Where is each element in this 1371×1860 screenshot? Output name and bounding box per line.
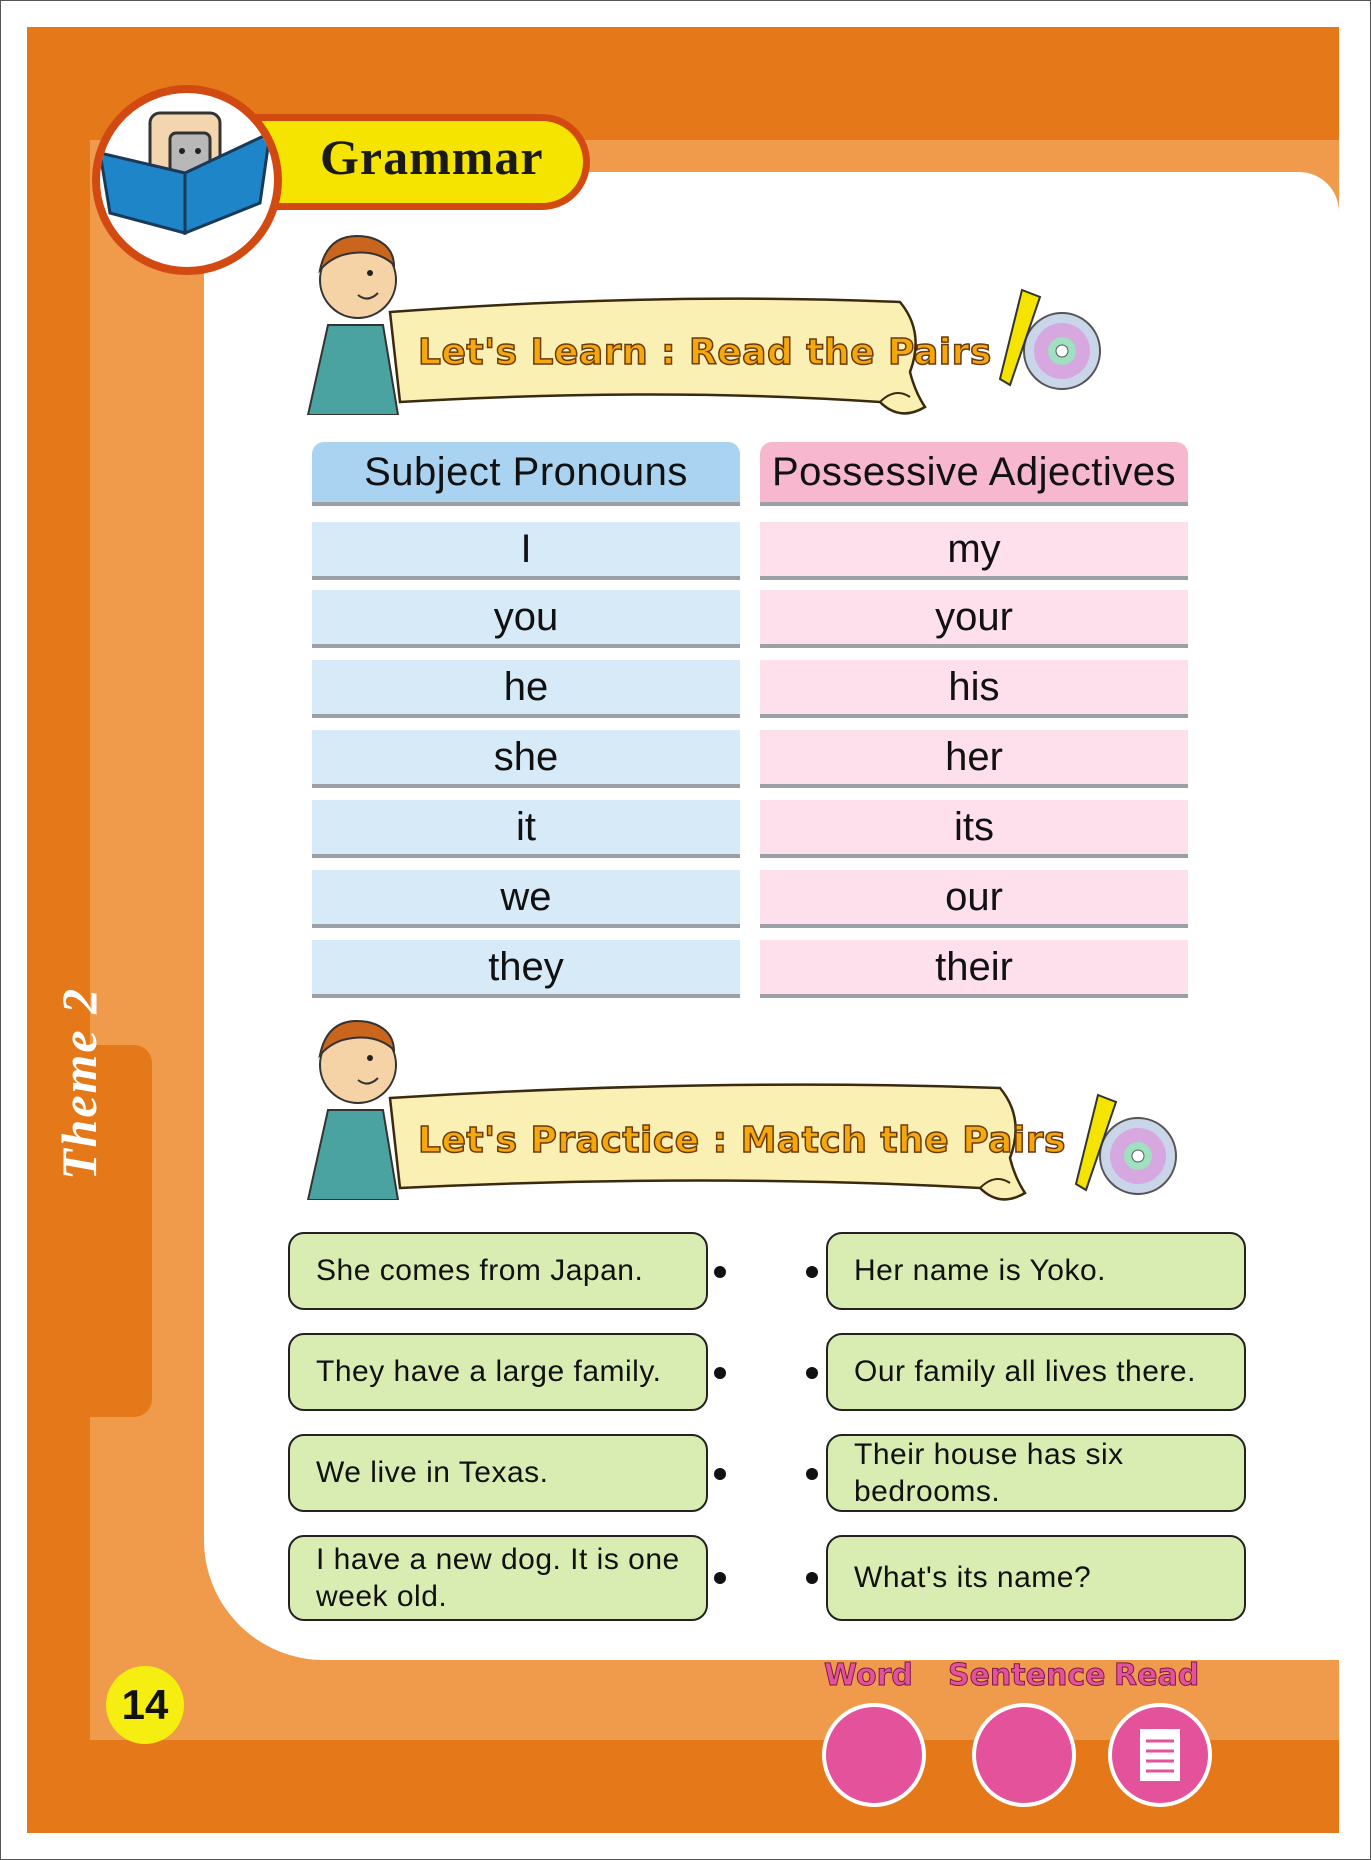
match-right-item[interactable]: Their house has six bedrooms. bbox=[826, 1434, 1246, 1512]
sentence-badge-label: Sentence bbox=[948, 1658, 1106, 1693]
word-badge-label: Word bbox=[824, 1658, 913, 1693]
possessive-adjective-cell: my bbox=[760, 522, 1188, 580]
possessive-adjective-cell: your bbox=[760, 590, 1188, 648]
match-left-dot[interactable] bbox=[714, 1266, 726, 1278]
match-left-item[interactable]: We live in Texas. bbox=[288, 1434, 708, 1512]
possessive-adjective-cell: her bbox=[760, 730, 1188, 788]
match-right-dot[interactable] bbox=[806, 1572, 818, 1584]
match-left-item[interactable]: I have a new dog. It is one week old. bbox=[288, 1535, 708, 1621]
possessive-adjective-cell: its bbox=[760, 800, 1188, 858]
read-badge-icon[interactable] bbox=[1108, 1703, 1212, 1807]
subject-pronoun-cell: you bbox=[312, 590, 740, 648]
word-badge-icon[interactable] bbox=[822, 1703, 926, 1807]
audio-pen-cd-icon[interactable] bbox=[1068, 1090, 1180, 1202]
match-left-item[interactable]: She comes from Japan. bbox=[288, 1232, 708, 1310]
match-left-dot[interactable] bbox=[714, 1572, 726, 1584]
read-badge-label: Read bbox=[1114, 1658, 1200, 1693]
subject-pronoun-cell: we bbox=[312, 870, 740, 928]
match-right-item[interactable]: What's its name? bbox=[826, 1535, 1246, 1621]
match-left-dot[interactable] bbox=[714, 1468, 726, 1480]
match-right-dot[interactable] bbox=[806, 1468, 818, 1480]
subject-pronoun-cell: they bbox=[312, 940, 740, 998]
subject-pronoun-cell: he bbox=[312, 660, 740, 718]
learn-banner-text: Let's Learn : Read the Pairs bbox=[418, 332, 992, 373]
col-header-subject-pronouns: Subject Pronouns bbox=[312, 442, 740, 506]
subject-pronoun-cell: it bbox=[312, 800, 740, 858]
match-right-dot[interactable] bbox=[806, 1367, 818, 1379]
possessive-adjective-cell: his bbox=[760, 660, 1188, 718]
reading-character-icon bbox=[92, 85, 282, 275]
possessive-adjective-cell: our bbox=[760, 870, 1188, 928]
sentence-badge-icon[interactable] bbox=[972, 1703, 1076, 1807]
subject-pronoun-cell: I bbox=[312, 522, 740, 580]
audio-pen-cd-icon[interactable] bbox=[992, 285, 1104, 397]
match-left-item[interactable]: They have a large family. bbox=[288, 1333, 708, 1411]
match-right-item[interactable]: Our family all lives there. bbox=[826, 1333, 1246, 1411]
match-right-dot[interactable] bbox=[806, 1266, 818, 1278]
match-right-item[interactable]: Her name is Yoko. bbox=[826, 1232, 1246, 1310]
theme-label: Theme 2 bbox=[51, 986, 107, 1180]
match-left-dot[interactable] bbox=[714, 1367, 726, 1379]
subject-pronoun-cell: she bbox=[312, 730, 740, 788]
page-number: 14 bbox=[106, 1666, 184, 1744]
possessive-adjective-cell: their bbox=[760, 940, 1188, 998]
section-title: Grammar bbox=[320, 129, 544, 185]
col-header-possessive-adjectives: Possessive Adjectives bbox=[760, 442, 1188, 506]
practice-banner-text: Let's Practice : Match the Pairs bbox=[418, 1120, 1066, 1161]
